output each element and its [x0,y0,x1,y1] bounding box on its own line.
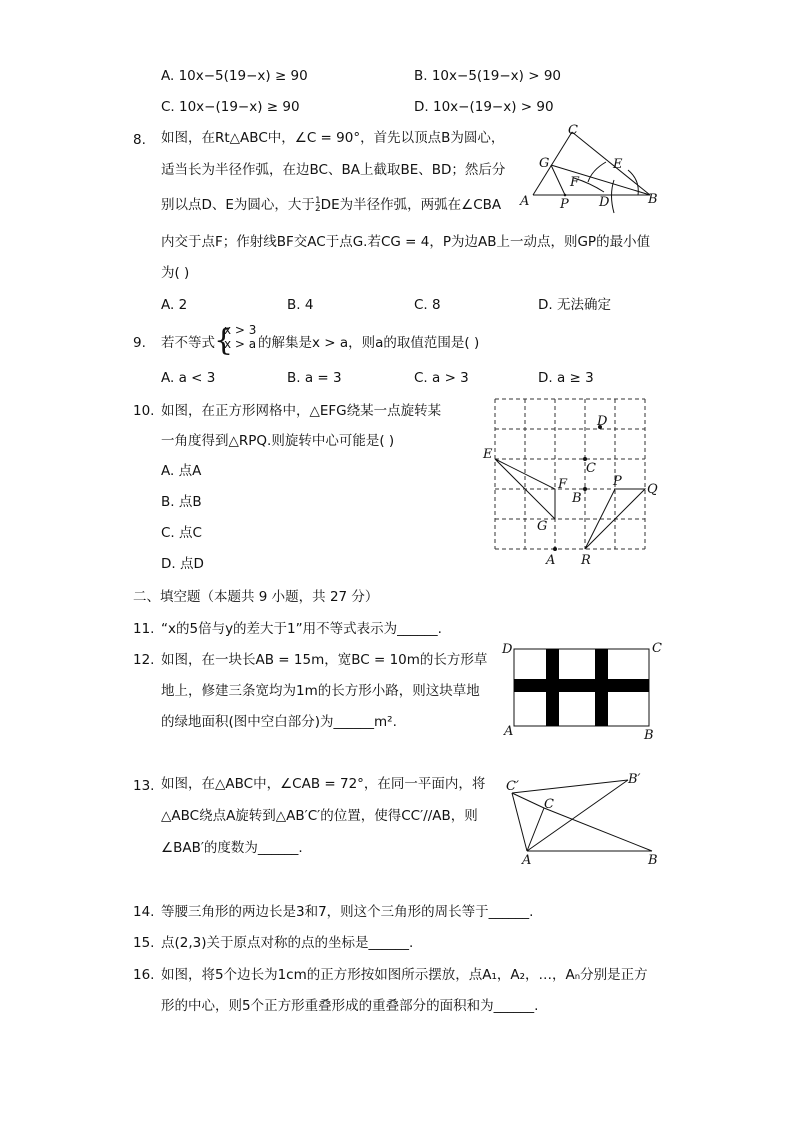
q8-frac-den: 2 [314,204,321,214]
q9-system-line2: x > a [224,337,257,351]
q16-number: 16. [133,967,155,983]
q9-text-b: 的解集是x > a，则a的取值范围是( ) [258,335,480,351]
q10-grid-figure [480,392,670,572]
q13-label-a: A [522,853,532,868]
q10-option-b: B. 点B [161,494,202,510]
q8-line3b: DE为半径作弧，两弧在∠CBA [320,197,502,213]
q13-rotation-figure [500,768,670,868]
q13-number: 13. [133,778,155,794]
q8-line2: 适当长为半径作弧，在边BC、BA上截取BE、BD；然后分 [161,162,506,178]
q9-option-a: A. a < 3 [161,370,216,386]
q13-line2: △ABC绕点A旋转到△AB′C′的位置，使得CC′//AB，则 [161,808,478,824]
q12-rectangle-figure [500,638,670,743]
q12-line3: 的绿地面积(图中空白部分)为______m². [161,714,397,730]
q8-line4: 内交于点F；作射线BF交AC于点G.若CG = 4，P为边AB上一动点，则GP的最小值 [161,234,651,250]
q8-label-b: B [648,192,658,207]
q10-label-f: F [558,477,568,492]
q14-number: 14. [133,904,155,920]
q8-option-b: B. 4 [287,297,314,313]
q10-label-p: P [613,474,622,489]
q10-label-q: Q [647,482,658,497]
q10-label-g: G [537,519,548,534]
q7-option-c: C. 10x−(19−x) ≥ 90 [161,99,300,115]
q12-label-a: A [504,724,514,739]
q10-label-a: A [546,553,556,568]
q8-label-a: A [520,194,530,209]
q12-label-c: C [652,641,662,656]
q9-text-a: 若不等式 [161,335,215,351]
q8-label-p: P [560,197,569,212]
q8-label-d: D [599,195,610,210]
q12-label-b: B [644,728,654,743]
section2-title: 二、填空题（本题共 9 小题，共 27 分） [133,589,379,605]
q10-line2: 一角度得到△RPQ.则旋转中心可能是( ) [161,433,395,449]
q13-line3: ∠BAB′的度数为______. [161,840,303,856]
q15-text: 点(2,3)关于原点对称的点的坐标是______. [161,935,414,951]
q10-label-r: R [581,553,591,568]
q10-option-a: A. 点A [161,463,202,479]
q8-number: 8. [133,132,146,148]
q8-line3 [161,196,501,214]
q8-label-c: C [568,123,578,138]
q13-label-b-prime: B′ [628,772,641,787]
q8-line5: 为( ) [161,265,190,281]
q13-line1: 如图，在△ABC中，∠CAB = 72°，在同一平面内，将 [161,776,486,792]
q10-label-e: E [483,447,493,462]
q10-option-d: D. 点D [161,556,204,572]
q10-label-c: C [586,461,596,476]
q8-label-f: F [570,175,580,190]
q7-option-d: D. 10x−(19−x) > 90 [414,99,554,115]
q8-triangle-figure [510,120,670,215]
q7-option-a: A. 10x−5(19−x) ≥ 90 [161,68,308,84]
q8-frac-num: 1 [314,196,321,206]
q8-option-c: C. 8 [414,297,441,313]
q9-option-c: C. a > 3 [414,370,469,386]
q13-label-b: B [648,853,658,868]
q12-number: 12. [133,652,155,668]
q9-option-b: B. a = 3 [287,370,342,386]
q10-label-d: D [597,414,608,429]
q16-line1: 如图，将5个边长为1cm的正方形按如图所示摆放，点A₁，A₂，…，Aₙ分别是正方 [161,967,648,983]
q10-option-c: C. 点C [161,525,202,541]
q12-line1: 如图，在一块长AB = 15m，宽BC = 10m的长方形草 [161,652,488,668]
q9-number: 9. [133,335,146,351]
q9-system-line1: x > 3 [224,323,257,337]
q9-brace: { [214,323,234,358]
q15-number: 15. [133,935,155,951]
q8-line1: 如图，在Rt△ABC中，∠C = 90°，首先以顶点B为圆心， [161,130,505,146]
q16-line2: 形的中心，则5个正方形重叠形成的重叠部分的面积和为______. [161,998,539,1014]
q12-label-d: D [502,642,513,657]
q10-number: 10. [133,403,155,419]
q11-number: 11. [133,621,155,637]
q10-label-b: B [572,491,582,506]
q8-option-a: A. 2 [161,297,188,313]
q8-line3a: 别以点D、E为圆心，大于 [161,197,315,213]
q8-option-d: D. 无法确定 [538,297,611,313]
q8-label-g: G [539,156,550,171]
q14-text: 等腰三角形的两边长是3和7，则这个三角形的周长等于______. [161,904,534,920]
q7-option-b: B. 10x−5(19−x) > 90 [414,68,561,84]
q12-line2: 地上，修建三条宽均为1m的长方形小路，则这块草地 [161,683,480,699]
q10-line1: 如图，在正方形网格中，△EFG绕某一点旋转某 [161,403,442,419]
q9-option-d: D. a ≥ 3 [538,370,594,386]
q11-text: “x的5倍与y的差大于1”用不等式表示为______. [161,621,442,637]
q8-label-e: E [613,157,623,172]
q13-label-c-prime: C′ [506,779,519,794]
q13-label-c: C [544,797,554,812]
